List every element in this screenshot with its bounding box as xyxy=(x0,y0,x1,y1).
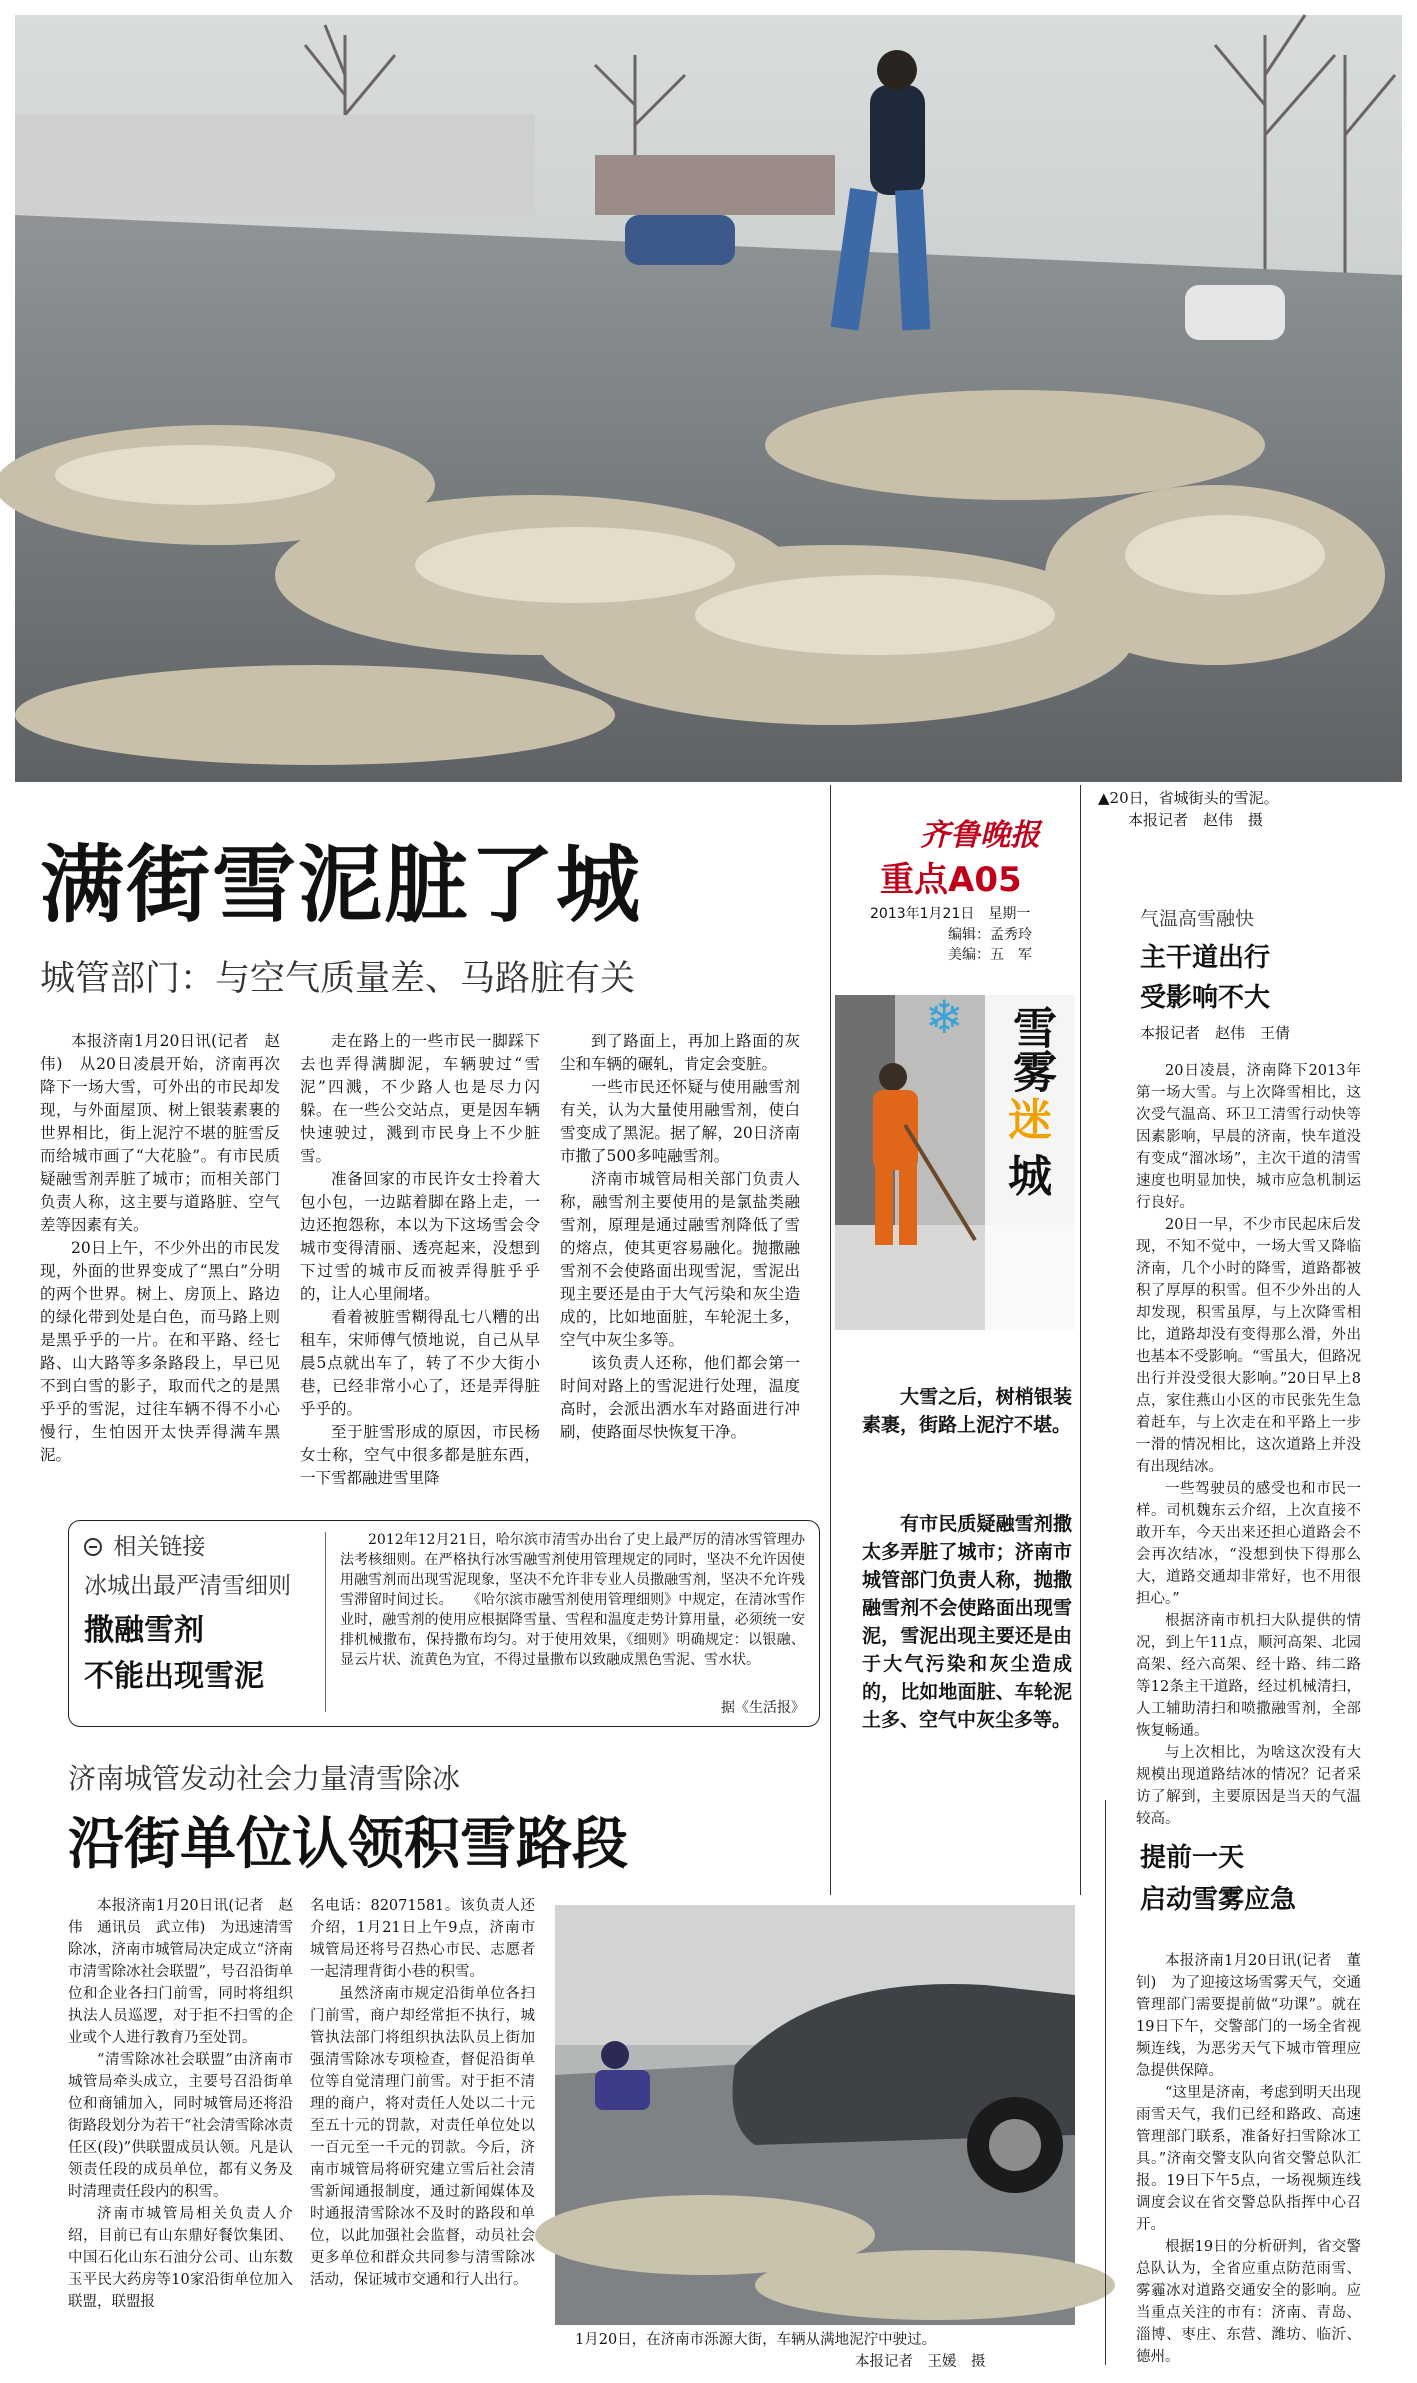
paragraph: 根据19日的分析研判，省交警总队认为，全省应重点防范雨雪、雾霾冰对道路交通安全的影响。应当重点关注的市有：济南、青岛、淄博、枣庄、东营、潍坊、临沂、德州。 xyxy=(1136,2239,1361,2365)
inset-title-a: 雪雾 xyxy=(1005,1005,1056,1093)
paragraph: 济南市城管局相关负责人介绍，目前已有山东鼎好餐饮集团、中国石化山东石油分公司、山东数玉平民大药房等10家沿街单位加入联盟，联盟报 xyxy=(68,2206,293,2310)
paragraph: 本报济南1月20日讯(记者 赵伟) 从20日凌晨开始，济南再次降下一场大雪，可外出的市民却发现，与外面屋顶、树上银装素裹的世界相比，街上泥泞不堪的脏雪反而给城市画了“大花脸”。有市民质疑融雪剂弄脏了城市；而相关部门负责人称，这主要与道路脏、空气差等因素有关。 xyxy=(40,1032,280,1234)
paragraph: 20日凌晨，济南降下2013年第一场大雪。与上次降雪相比，这次受气温高、环卫工清雪行动快等因素影响，早晨的济南，快车道没有变成“溜冰场”，主次干道的清雪速度也明显加快，城市应急机制运行良好。 xyxy=(1136,1063,1361,1211)
circle-dot-icon xyxy=(84,1538,102,1556)
car-in-slush-image xyxy=(555,1905,1075,2325)
right-story1-headline-1: 主干道出行 xyxy=(1140,943,1271,973)
main-headline: 满街雪泥脏了城 xyxy=(40,836,643,934)
snowy-street-image xyxy=(15,15,1402,782)
inset-title-b: 迷 xyxy=(1008,1095,1052,1146)
main-story-col3 xyxy=(560,1030,800,1505)
inset-caption xyxy=(862,1383,1072,1439)
column-rule xyxy=(830,785,831,1895)
paragraph: “这里是济南，考虑到明天出现雨雪天气，我们已经和路政、高速管理部门联系，准备好扫雪除冰工具。”济南交警支队向省交警总队汇报。19日下午5点，一场视频连线调度会议在省交警总队指挥中心召开。 xyxy=(1136,2085,1361,2233)
main-story-col2 xyxy=(300,1030,540,1505)
right-story1-headline-2: 受影响不大 xyxy=(1140,983,1271,1013)
right-story2-headline-2: 启动雪雾应急 xyxy=(1140,1885,1297,1915)
inset-caption-text: 大雪之后，树梢银装素裹，街路上泥泞不堪。 xyxy=(862,1386,1072,1436)
sidebar-divider xyxy=(325,1532,326,1712)
sidebar-title-1: 撒融雪剂 xyxy=(84,1613,204,1648)
story2-col2 xyxy=(310,1895,535,2365)
main-subheadline: 城管部门：与空气质量差、马路脏有关 xyxy=(40,959,636,999)
right-story1-kicker: 气温高雪融快 xyxy=(1140,908,1255,930)
section-line xyxy=(880,852,1022,901)
paragraph: 到了路面上，再加上路面的灰尘和车辆的碾轧，肯定会变脏。 xyxy=(560,1032,800,1073)
caption-text: ▲20日，省城街头的雪泥。 xyxy=(1098,789,1279,807)
paragraph: 一些市民还怀疑与使用融雪剂有关，认为大量使用融雪剂，使白雪变成了黑泥。据了解，20日济南市撒了500多吨融雪剂。 xyxy=(560,1078,800,1165)
story2-headline: 沿街单位认领积雪路段 xyxy=(68,1812,628,1877)
caption-credit: 本报记者 赵伟 摄 xyxy=(1128,811,1264,829)
paragraph: 名电话：82071581。该负责人还介绍，1月21日上午9点，济南市城管局还将号召热心市民、志愿者一起清理背街小巷的积雪。 xyxy=(310,1898,535,1980)
column-rule xyxy=(1105,1800,1106,2365)
inset-summary xyxy=(862,1510,1072,1740)
section-name: 重点 xyxy=(880,860,948,900)
masthead-editor: 编辑：孟秀玲 xyxy=(948,927,1032,943)
right-story2-body xyxy=(1136,1950,1361,2370)
inset-title xyxy=(995,1005,1065,1205)
paragraph: 根据济南市机扫大队提供的情况，到上午11点，顺河高架、北园高架、经六高架、经十路、纬二路等12条主干道路，经过机械清扫，人工辅助清扫和喷撒融雪剂，全部恢复畅通。 xyxy=(1136,1613,1361,1739)
sidebar-text xyxy=(340,1530,805,1695)
sidebar-kicker: 冰城出最严清雪细则 xyxy=(84,1573,291,1599)
story2-photo-caption: 1月20日，在济南市泺源大街，车辆从满地泥泞中驶过。 xyxy=(575,2332,937,2348)
right-story2-headline-1: 提前一天 xyxy=(1140,1843,1245,1873)
top-photo xyxy=(15,15,1402,782)
related-link-label: 相关链接 xyxy=(113,1534,206,1560)
paragraph: “清雪除冰社会联盟”由济南市城管局牵头成立，主要号召沿街单位和商铺加入，同时城管局还将沿街路段划分为若干“社会清雪除冰责任区(段)”供联盟成员认领。凡是认领责任段的成员单位，都有义务及时清理责任段内的积雪。 xyxy=(68,2052,293,2200)
main-story-col1 xyxy=(40,1030,280,1505)
sidebar-title-2: 不能出现雪泥 xyxy=(84,1659,264,1694)
paragraph: 准备回家的市民许女士拎着大包小包，一边踮着脚在路上走，一边还抱怨称，本以为下这场雪会令城市变得清丽、透亮起来，没想到下过雪的城市反而被弄得脏乎乎的，让人心里闹堵。 xyxy=(300,1170,540,1303)
paragraph: 至于脏雪形成的原因，市民杨女士称，空气中很多都是脏东西，一下雪都融进雪里降 xyxy=(300,1423,540,1487)
related-link-header xyxy=(84,1530,205,1564)
paragraph: 走在路上的一些市民一脚踩下去也弄得满脚泥，车辆驶过“雪泥”四溅，不少路人也是尽力闪躲。在一些公交站点，更是因车辆快速驶过，溅到市民身上不少脏雪。 xyxy=(300,1032,540,1165)
story2-photo-credit: 本报记者 王媛 摄 xyxy=(855,2354,986,2370)
right-story1-byline: 本报记者 赵伟 王倩 xyxy=(1140,1024,1291,1042)
paragraph: 虽然济南市规定沿街单位各扫门前雪，商户却经常拒不执行，城管执法部门将组织执法队员上街加强清雪除冰专项检查，督促沿街单位等自觉清理门前雪。对于拒不清理的商户，将对责任人处以二十元至五十元的罚款，对责任单位处以一百元至一千元的罚款。今后，济南市城管局将研究建立雪后社会清雪新闻通报制度，通过新闻媒体及时通报清雪除冰不及时的路段和单位，以此加强社会监督，动员社会更多单位和群众共同参与清雪除冰活动，保证城市交通和行人出行。 xyxy=(310,1986,535,2288)
story2-photo xyxy=(555,1905,1075,2325)
paragraph: 20日上午，不少外出的市民发现，外面的世界变成了“黑白”分明的两个世界。树上、房顶上、路边的绿化带到处是白色，而马路上则是黑乎乎的一片。在和平路、经七路、山大路等多条路段上，早已见不到白雪的影子，取而代之的是黑乎乎的雪泥，过往车辆不得不小心慢行，生怕因开太快弄得满车黑泥。 xyxy=(40,1239,280,1464)
page-number: A05 xyxy=(948,860,1022,900)
sidebar-source: 据《生活报》 xyxy=(721,1700,805,1716)
inset-title-c: 城 xyxy=(1008,1151,1052,1202)
paragraph: 本报济南1月20日讯(记者 董钊) 为了迎接这场雪雾天气，交通管理部门需要提前做“功课”。就在19日下午，交警部门的一场全省视频连线，为恶劣天气下城市管理应急提供保障。 xyxy=(1136,1953,1361,2079)
paper-name: 齐鲁晚报 xyxy=(920,818,1040,853)
story2-col1 xyxy=(68,1895,293,2365)
masthead-art-editor: 美编：五 军 xyxy=(948,947,1032,963)
paragraph: 与上次相比，为啥这次没有大规模出现道路结冰的情况？记者采访了解到，主要原因是当天的气温较高。 xyxy=(1136,1745,1361,1827)
right-story1-body xyxy=(1136,1060,1361,1827)
paragraph: 本报济南1月20日讯(记者 赵伟 通讯员 武立伟) 为迅速清雪除冰，济南市城管局决定成立“济南市清雪除冰社会联盟”，号召沿街单位和企业各扫门前雪，同时将组织执法人员巡逻，对于拒不扫雪的企业或个人进行教育乃至处罚。 xyxy=(68,1898,293,2046)
masthead xyxy=(860,800,1080,970)
paragraph: 该负责人还称，他们都会第一时间对路上的雪泥进行处理，温度高时，会派出洒水车对路面进行冲刷，使路面尽快恢复干净。 xyxy=(560,1354,800,1441)
sidebar-body: 2012年12月21日，哈尔滨市清雪办出台了史上最严厉的清冰雪管理办法考核细则。在严格执行冰雪融雪剂使用管理规定的同时，坚决不允许因使用融雪剂而出现雪泥现象，坚决不允许非专业人员撒融雪剂，坚决不允许残雪滞留时间过长。 《哈尔滨市融雪剂使用管理细则》中规定，在清冰雪作业时，融雪剂的使用应根据降雪量、雪程和温度走势计算用量，必须统一安排机械撒布，保持撒布均匀。对于使用效果，《细则》明确规定：以银融、显云片状、流黄色为宜，不得过量撒布以致融成黑色雪泥、雪水状。 xyxy=(340,1532,805,1668)
top-photo-caption xyxy=(1098,787,1398,831)
story2-kicker: 济南城管发动社会力量清雪除冰 xyxy=(68,1762,461,1795)
paragraph: 20日一早，不少市民起床后发现，不知不觉中，一场大雪又降临济南，几个小时的降雪，道路都被积了厚厚的积雪。但不少外出的人却发现，积雪虽厚，与上次降雪相比，道路却没有变得那么滑，外出也基本不受影响。“雪虽大，但路况出行并没受很大影响。”20日早上8点，家住燕山小区的市民张先生急着赶车，与上次走在和平路上一步一滑的情况相比，这次道路上并没有出现结冰。 xyxy=(1136,1217,1361,1475)
column-rule xyxy=(1080,785,1081,1895)
inset-summary-text: 有市民质疑融雪剂撒太多弄脏了城市；济南市城管部门负责人称，抛撒融雪剂不会使路面出现雪泥，雪泥出现主要还是由于大气污染和灰尘造成的，比如地面脏、车轮泥土多、空气中灰尘多等。 xyxy=(862,1513,1072,1731)
paragraph: 一些驾驶员的感受也和市民一样。司机魏东云介绍，上次直接不敢开车，今天出来还担心道路会不会再次结冰，“没想到快下得那么大，道路交通却非常好，也不用很担心。” xyxy=(1136,1481,1361,1607)
paragraph: 济南市城管局相关部门负责人称，融雪剂主要使用的是氯盐类融雪剂，原理是通过融雪剂降低了雪的熔点，使其更容易融化。抛撒融雪剂不会使路面出现雪泥，雪泥出现主要还是由于大气污染和灰尘造成的，比如地面脏，车轮泥土多，空气中灰尘多等。 xyxy=(560,1170,800,1349)
paragraph: 看着被脏雪糊得乱七八糟的出租车，宋师傅气愤地说，自己从早晨5点就出车了，转了不少大街小巷，已经非常小心了，还是弄得脏乎乎的。 xyxy=(300,1308,540,1418)
masthead-date: 2013年1月21日 星期一 xyxy=(870,906,1031,922)
snowflake-icon: ❄ xyxy=(925,990,964,1044)
